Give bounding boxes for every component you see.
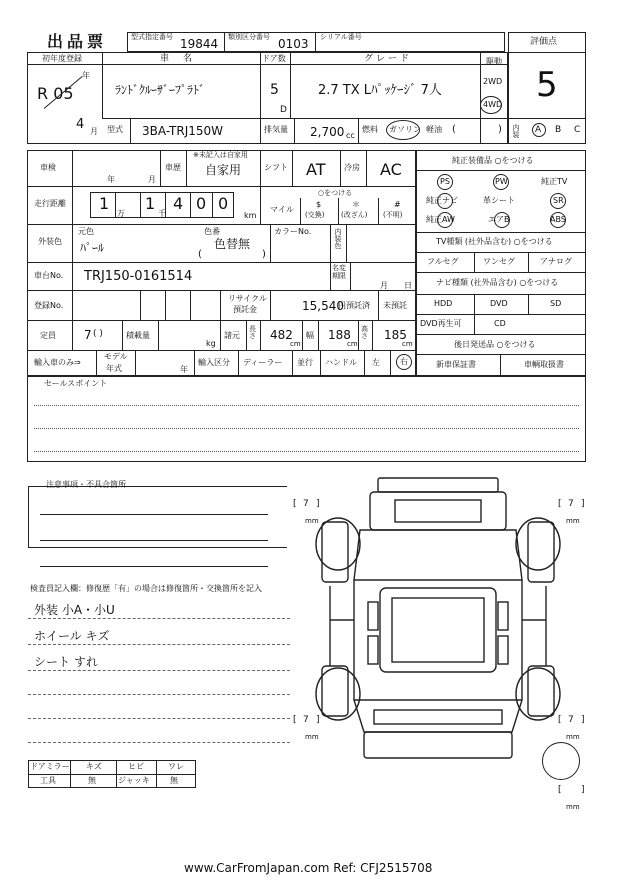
capacity-value: 7 — [84, 328, 92, 342]
interior-c: C — [574, 125, 581, 135]
grade-label: グレード — [364, 54, 413, 64]
width-label: 幅 — [306, 331, 314, 340]
tire-rl-value: 7 — [303, 715, 309, 725]
model-year-year: 年 — [180, 365, 188, 374]
first-reg-month-label: 月 — [90, 127, 98, 136]
mileage-digit-2: 1 — [145, 194, 156, 213]
tire-fr-bracket-close: ] — [581, 499, 585, 509]
model-code-label: 型式 — [107, 125, 123, 134]
tire-rl-mm: mm — [305, 733, 319, 741]
type-cert-value: 19844 — [180, 37, 219, 51]
handle-label: ハンドル — [325, 358, 357, 367]
missing-scratch: キズ — [86, 762, 102, 771]
name-change-day: 日 — [404, 281, 412, 290]
docs-warranty: 新車保証書 — [436, 360, 476, 369]
displacement-value: 2,700 — [310, 125, 345, 139]
mileage-km: km — [244, 211, 257, 220]
equip-pw: PW — [495, 177, 508, 186]
sales-point-box — [27, 376, 586, 462]
missing-break: ワレ — [168, 762, 184, 771]
tv-type-title: TV種類 (社外品含む) ○をつける — [436, 237, 553, 246]
tire-rl-bracket-close: ] — [316, 715, 320, 725]
shift-value: AT — [306, 160, 326, 179]
sheet-title: 出品票 — [47, 32, 108, 51]
color-paren-close: ) — [262, 249, 266, 260]
model-code-value: 3BA-TRJ150W — [142, 124, 224, 138]
mileage-sen: 千 — [158, 209, 166, 218]
docs-title: 後日発送品 ○をつける — [454, 340, 536, 349]
tv-analog: アナログ — [540, 257, 572, 266]
type-cert-label: 型式指定番号 — [131, 33, 173, 41]
navi-dvd-play: DVD再生可 — [420, 319, 462, 328]
color-original-label: 元色 — [78, 227, 94, 236]
model-name-label: 車名 — [160, 54, 207, 64]
first-reg-label: 初年度登録 — [42, 54, 82, 63]
handle-right: 右 — [400, 357, 408, 366]
tire-rr-value: 7 — [568, 715, 574, 725]
mileage-digit-4: 0 — [196, 194, 207, 213]
import-parallel: 並行 — [297, 358, 313, 367]
tire-fl-mm: mm — [305, 517, 319, 525]
sales-point-label: セールスポイント — [44, 379, 108, 388]
navi-cd: CD — [494, 319, 506, 328]
category-label: 類別区分番号 — [228, 33, 270, 41]
model-year-label-1: モデル — [104, 352, 128, 361]
note-line-3: シート すれ — [34, 655, 98, 669]
inspection-month: 月 — [148, 175, 156, 184]
color-code-label: 色番 — [204, 227, 220, 236]
shift-label: シフト — [264, 163, 288, 172]
mileage-hash: # — [394, 200, 401, 209]
serial-label: シリアル番号 — [320, 33, 362, 41]
import-dealer: ディーラー — [243, 358, 283, 367]
rating-label: 評価点 — [530, 37, 558, 47]
mileage-digit-1: 1 — [99, 194, 110, 213]
tv-oneseg: ワンセグ — [483, 257, 515, 266]
tire-fl-value: 7 — [303, 499, 309, 509]
footer-reference: www.CarFromJapan.com Ref: CFJ2515708 — [184, 861, 433, 875]
color-original-value: ﾊﾟｰﾙ — [80, 241, 105, 255]
history-value: 自家用 — [205, 163, 242, 177]
registration-label: 登録No. — [34, 301, 64, 310]
tire-fr-value: 7 — [568, 499, 574, 509]
navi-type-title: ナビ種類 (社外品含む) ○をつける — [436, 278, 559, 287]
inspection-year: 年 — [107, 175, 115, 184]
tire-spare-mm: mm — [566, 803, 580, 811]
capacity-paren: ( ) — [93, 329, 103, 339]
mileage-unknown: (不明) — [383, 211, 403, 219]
missing-tools: 工具 — [40, 776, 56, 785]
chassis-value: TRJ150-0161514 — [84, 269, 193, 284]
mileage-digit-3: 4 — [173, 194, 184, 213]
width-cm: cm — [347, 340, 358, 348]
missing-jack-value: 無 — [170, 776, 178, 785]
ac-value: AC — [380, 160, 402, 179]
interior-color-label: 内装色 — [334, 228, 342, 249]
tire-fl-bracket-close: ] — [316, 499, 320, 509]
equip-sr: SR — [553, 196, 564, 205]
tire-rl-bracket: [ — [293, 715, 297, 725]
equip-navi: 純正ナビ — [426, 196, 458, 205]
tire-fr-mm: mm — [566, 517, 580, 525]
interior-b: B — [555, 125, 562, 135]
missing-tools-value: 無 — [88, 776, 96, 785]
color-repaint-value: 色替無 — [214, 237, 251, 251]
grade-value: 2.7 TX Lﾊﾟｯｹｰｼﾞ 7人 — [318, 83, 442, 98]
tire-fl-bracket: [ — [293, 499, 297, 509]
tv-fullseg: フルセグ — [427, 257, 459, 266]
factory-equipment-title: 純正装備品 ○をつける — [452, 156, 534, 165]
mileage-digit-5: 0 — [218, 194, 229, 213]
docs-manual: 車輌取扱書 — [524, 360, 564, 369]
equip-ps: PS — [440, 177, 450, 186]
missing-crack: ヒビ — [128, 762, 144, 771]
interior-label: 内装 — [512, 124, 520, 138]
mileage-tamper-mark: ＊ — [352, 200, 360, 209]
tire-fr-bracket: [ — [558, 499, 562, 509]
mileage-label: 走行距離 — [34, 199, 66, 208]
name-change-label: 名変期限 — [332, 264, 346, 280]
caution-bracket — [28, 486, 287, 548]
drive-4wd: 4WD — [483, 100, 503, 109]
rating-value: 5 — [536, 65, 558, 105]
first-reg-month: 4 — [76, 117, 85, 132]
fuel-paren-open: ( — [452, 124, 456, 135]
navi-sd: SD — [550, 299, 562, 308]
tire-rr-mm: mm — [566, 733, 580, 741]
missing-mirror: ドアミラー — [30, 762, 70, 771]
inspector-note: 検査員記入欄：修復歴「有」の場合は修復箇所・交換箇所を記入 — [30, 584, 262, 593]
car-damage-diagram — [300, 470, 590, 770]
load-label: 積載量 — [126, 331, 150, 340]
equip-leather: 革シート — [483, 196, 515, 205]
history-label: 車歴 — [165, 163, 181, 172]
spec-label: 諸元 — [224, 331, 240, 340]
doors-suffix: D — [280, 105, 287, 115]
mileage-dollar: $ — [316, 200, 322, 209]
mileage-man: 万 — [117, 209, 125, 218]
load-kg: kg — [206, 339, 216, 348]
capacity-label: 定員 — [40, 331, 56, 340]
caution-label: 注意事項・不具合箇所 — [46, 480, 126, 489]
length-value: 482 — [270, 328, 293, 342]
equip-airbag: エアB — [488, 215, 510, 224]
model-year-label-2: 年式 — [106, 364, 122, 373]
spare-tire-circle — [542, 742, 580, 780]
fuel-value: ガソリン — [389, 125, 421, 134]
tire-rr-bracket: [ — [558, 715, 562, 725]
recycle-unpaid: 未預託 — [383, 301, 407, 310]
missing-jack: ジャッキ — [118, 776, 150, 785]
length-cm: cm — [290, 340, 301, 348]
drive-2wd: 2WD — [483, 77, 503, 86]
handle-left: 左 — [372, 358, 380, 367]
import-only-label: 輸入車のみ⇒ — [34, 358, 81, 367]
note-line-2: ホイール キズ — [34, 629, 110, 643]
mileage-tamper: (改ざん) — [341, 211, 368, 219]
recycle-value: 15,540 — [302, 299, 344, 313]
inspection-label: 車検 — [40, 163, 56, 172]
recycle-label-1: リサイクル — [228, 294, 267, 303]
cc-label: cc — [346, 131, 355, 140]
tire-spare-bracket-close: ] — [581, 785, 585, 795]
ac-label: 冷房 — [344, 163, 360, 172]
category-value: 0103 — [278, 37, 309, 51]
interior-a: A — [535, 125, 542, 135]
fuel-label: 燃料 — [362, 125, 378, 134]
doors-value: 5 — [270, 82, 279, 98]
equip-aw: 純正AW — [426, 215, 455, 224]
import-type-label: 輸入区分 — [198, 358, 230, 367]
name-change-month: 月 — [380, 281, 388, 290]
mileage-exchange: (交換) — [305, 211, 325, 219]
fuel-paren-close: ) — [498, 124, 502, 135]
history-note: ※未記入は自家用 — [193, 151, 248, 159]
displacement-label: 排気量 — [264, 125, 288, 134]
mileage-mile: マイル — [270, 205, 294, 214]
equip-abs: ABS — [550, 215, 566, 224]
recycle-label-2: 預託金 — [233, 305, 257, 314]
chassis-label: 車台No. — [34, 271, 64, 280]
color-no-label: カラーNo. — [274, 227, 312, 236]
height-value: 185 — [384, 328, 407, 342]
equip-tv: 純正TV — [541, 177, 568, 186]
color-label: 外装色 — [38, 237, 62, 246]
mileage-circle-note: ○をつける — [318, 189, 353, 197]
length-label: 長さ — [249, 325, 256, 340]
navi-dvd: DVD — [490, 299, 508, 308]
height-label: 高さ — [361, 325, 368, 340]
drive-label: 駆動 — [486, 57, 502, 66]
first-reg-era: R 05 — [37, 84, 74, 103]
doors-label: ドア数 — [262, 54, 286, 63]
first-reg-year-label: 年 — [82, 71, 90, 80]
model-name-value: ﾗﾝﾄﾞｸﾙｰｻﾞｰﾌﾟﾗﾄﾞ — [115, 83, 206, 97]
width-value: 188 — [328, 328, 351, 342]
color-paren-open: ( — [198, 249, 202, 260]
height-cm: cm — [402, 340, 413, 348]
recycle-status: 円預託済 — [338, 301, 370, 310]
navi-hdd: HDD — [434, 299, 453, 308]
tire-spare-bracket: [ — [558, 785, 562, 795]
tire-rr-bracket-close: ] — [581, 715, 585, 725]
light-oil-label: 軽油 — [426, 125, 442, 134]
note-line-1: 外装 小A・小U — [34, 603, 115, 617]
